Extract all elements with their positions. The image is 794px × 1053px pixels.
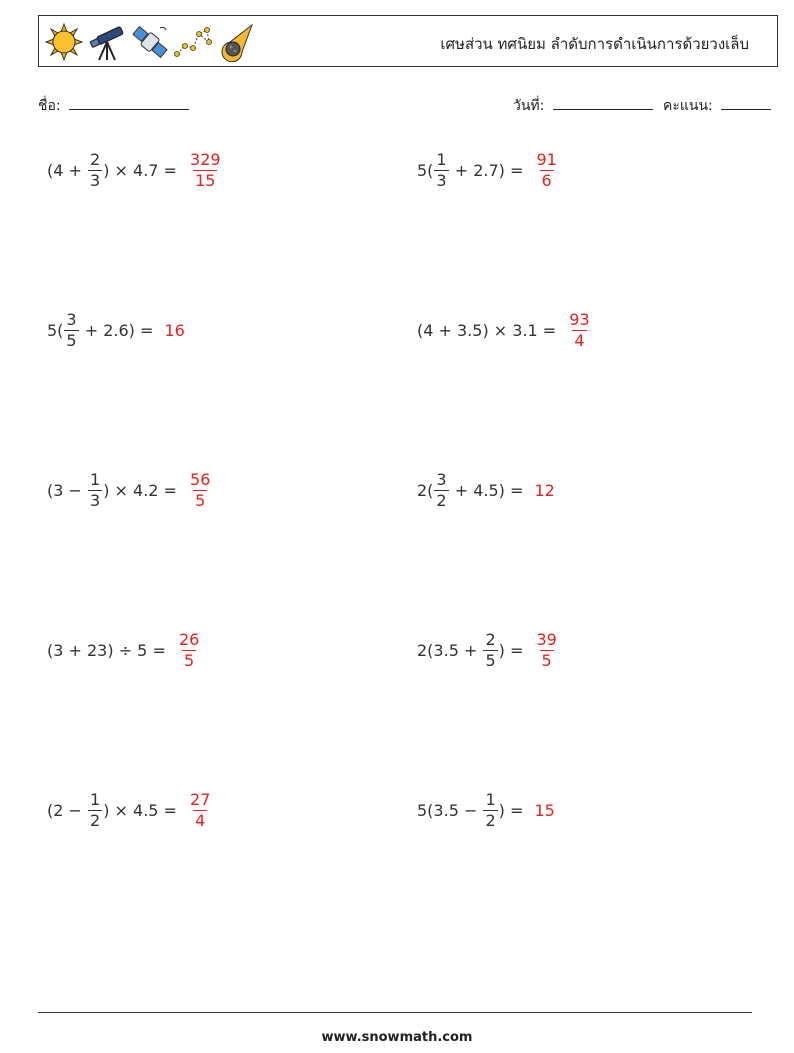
fraction: [434, 470, 448, 511]
answer-fraction: [177, 630, 201, 671]
numerator: 1: [436, 149, 447, 169]
score-field: [663, 95, 771, 117]
problem-6: [417, 460, 555, 520]
expression-text: ) × 4.2 =: [103, 480, 183, 500]
denominator: 2: [436, 490, 447, 510]
numerator: 2: [90, 149, 101, 169]
date-label: วันที่:: [513, 98, 545, 114]
score-label: คะแนน:: [663, 98, 713, 114]
denominator: 4: [195, 810, 206, 830]
telescope-icon: [87, 22, 127, 62]
numerator: 329: [190, 149, 221, 169]
fraction: [88, 790, 102, 831]
numerator: 39: [536, 629, 557, 649]
expression-text: 5(: [417, 160, 434, 180]
name-field: [38, 95, 189, 117]
problem-9: [47, 780, 213, 840]
fraction: [483, 630, 497, 671]
expression-text: ) =: [498, 800, 529, 820]
expression-text: (3 + 23) ÷ 5 =: [47, 640, 171, 660]
numerator: 2: [485, 629, 496, 649]
expression-text: 2(3.5 +: [417, 640, 483, 660]
numerator: 26: [178, 629, 200, 649]
denominator: 15: [195, 170, 216, 190]
fraction: [483, 790, 497, 831]
footer-url: www.snowmath.com: [321, 1030, 473, 1045]
problem-7: [47, 620, 202, 680]
numerator: 1: [90, 469, 101, 489]
answer-fraction: [188, 790, 212, 831]
numerator: 27: [190, 789, 211, 809]
date-blank[interactable]: [553, 95, 653, 110]
numerator: 3: [436, 469, 447, 489]
problem-8: [417, 620, 560, 680]
denominator: 3: [90, 490, 101, 510]
expression-text: (2 −: [47, 800, 87, 820]
problem-2: [417, 140, 560, 200]
denominator: 2: [485, 810, 496, 830]
constellation-icon: [173, 22, 213, 62]
expression-text: (3 −: [47, 480, 87, 500]
numerator: 56: [190, 469, 211, 489]
denominator: 5: [184, 650, 195, 670]
denominator: 5: [195, 490, 206, 510]
answer-fraction: [188, 470, 212, 511]
denominator: 3: [90, 170, 101, 190]
denominator: 5: [485, 650, 496, 670]
numerator: 91: [536, 149, 557, 169]
header-box: [38, 15, 778, 67]
numerator: 93: [569, 309, 590, 329]
name-blank[interactable]: [69, 95, 189, 110]
problem-5: [47, 460, 213, 520]
score-blank[interactable]: [721, 95, 771, 110]
expression-text: + 2.6) =: [79, 320, 159, 340]
denominator: 4: [574, 330, 585, 350]
denominator: 6: [541, 170, 552, 190]
expression-text: ) =: [498, 640, 529, 660]
header-icons: [44, 20, 256, 64]
satellite-icon: [130, 22, 170, 62]
expression-text: 5(: [47, 320, 64, 340]
fraction: [64, 310, 78, 351]
answer-value: 12: [534, 480, 555, 500]
name-label: ชื่อ:: [38, 98, 61, 114]
answer-value: 16: [164, 320, 185, 340]
footer-divider: [38, 1012, 752, 1013]
numerator: 1: [485, 789, 496, 809]
expression-text: ) × 4.7 =: [103, 160, 183, 180]
expression-text: + 4.5) =: [449, 480, 529, 500]
comet-icon: [216, 22, 256, 62]
fraction: [88, 150, 102, 191]
numerator: 3: [66, 309, 77, 329]
denominator: 5: [66, 330, 77, 350]
answer-fraction: [188, 150, 223, 191]
answer-fraction: [534, 630, 558, 671]
sun-icon: [44, 22, 84, 62]
problem-1: [47, 140, 224, 200]
date-field: [513, 95, 653, 117]
problem-3: [47, 300, 185, 360]
fraction: [434, 150, 448, 191]
problem-10: [417, 780, 555, 840]
numerator: 1: [90, 789, 101, 809]
expression-text: + 2.7) =: [449, 160, 529, 180]
denominator: 2: [90, 810, 101, 830]
answer-value: 15: [534, 800, 555, 820]
expression-text: ) × 4.5 =: [103, 800, 183, 820]
answer-fraction: [534, 150, 558, 191]
worksheet-title: เศษส่วน ทศนิยม ลำดับการดำเนินการด้วยวงเล็บ: [440, 35, 749, 53]
fraction: [88, 470, 102, 511]
expression-text: 2(: [417, 480, 434, 500]
expression-text: (4 +: [47, 160, 87, 180]
denominator: 3: [436, 170, 447, 190]
problem-4: [417, 300, 593, 360]
expression-text: 5(3.5 −: [417, 800, 483, 820]
answer-fraction: [567, 310, 591, 351]
expression-text: (4 + 3.5) × 3.1 =: [417, 320, 562, 340]
denominator: 5: [541, 650, 552, 670]
